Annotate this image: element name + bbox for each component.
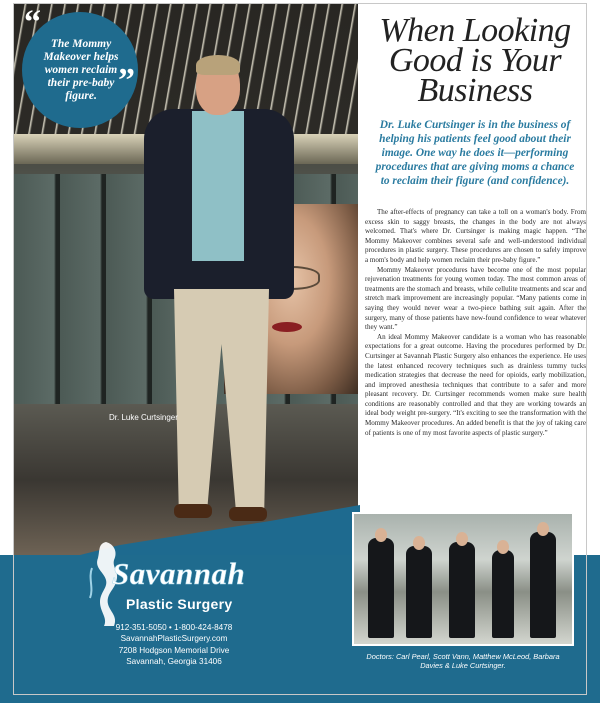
close-quote-icon: ” (118, 62, 135, 99)
headline-line-1: When Looking (379, 12, 571, 49)
headline-line-3: Business (417, 72, 533, 109)
contact-phones: 912-351-5050 • 1-800-424-8478 (115, 623, 233, 632)
page-border (13, 3, 587, 695)
group-photo-caption: Doctors: Carl Pearl, Scott Vann, Matthew McLeod, Barbara Davies & Luke Curtsinger. (366, 652, 560, 670)
article-dek: Dr. Luke Curtsinger is in the business of helping his patients feel good about their image. One way he does it—performing procedures that are giving moms a chance to reclaim their figure (and confidence). (375, 119, 575, 187)
contact-street: 7208 Hodgson Memorial Drive (118, 645, 230, 655)
logo-wordmark: Savannah (112, 556, 246, 591)
portrait-caption: Dr. Luke Curtsinger (109, 413, 178, 422)
contact-website[interactable]: SavannahPlasticSurgery.com (120, 634, 228, 644)
headline-line-2: Good is Your (388, 42, 562, 79)
body-paragraph-3: An ideal Mommy Makeover candidate is a woman who has reasonable expectations for a great outcome. Having the procedures performed by Dr. Curtsinger at Savannah Plastic Surgery also enhances the experience. He uses the latest enhanced recovery techniques such as drainless tummy tucks medication strategies that decrease the need for opioids, early mobilization, and improved anesthesia techniques that contribute to a safer and more pleasant recovery. Dr. Curtsinger recommends women make sure health conditions are reasonably controlled and that they are working towards an ideal body weight pre-surgery. “It's exciting to see the transformation with the Mommy Makeover procedures. An added benefit is that the joy of taking care of patients is one of my most favorite aspects of plastic surgery.” (365, 332, 586, 437)
body-paragraph-1: The after-effects of pregnancy can take a toll on a woman's body. From excess skin to saggy breasts, the changes in the body are not always welcomed. That's where Dr. Curtsinger is making magic happen. “The Mommy Makeover combines several safe and well-understood individual procedures in plastic surgery. These procedures are chosen to safely improve a mom's body and help women reclaim their pre-baby figure.” (365, 208, 586, 264)
logo-subtitle: Plastic Surgery (126, 596, 233, 612)
open-quote-icon: “ (24, 4, 41, 41)
pull-quote-text: The Mommy Makeover helps women reclaim their pre-baby figure. (43, 38, 119, 102)
contact-city: Savannah, Georgia 31406 (126, 657, 222, 667)
body-paragraph-2: Mommy Makeover procedures have become one of the most popular rejuvenation treatments for young women today. The most common areas of treatments are the stomach and breasts, while cellulite treatments and scar and stretch mark improvement are increasingly popular. “Many patients come in saying they would never wear a two-piece bathing suit again. After the surgery, many of those patients have new-found confidence to wear whatever they want.” (365, 265, 586, 332)
